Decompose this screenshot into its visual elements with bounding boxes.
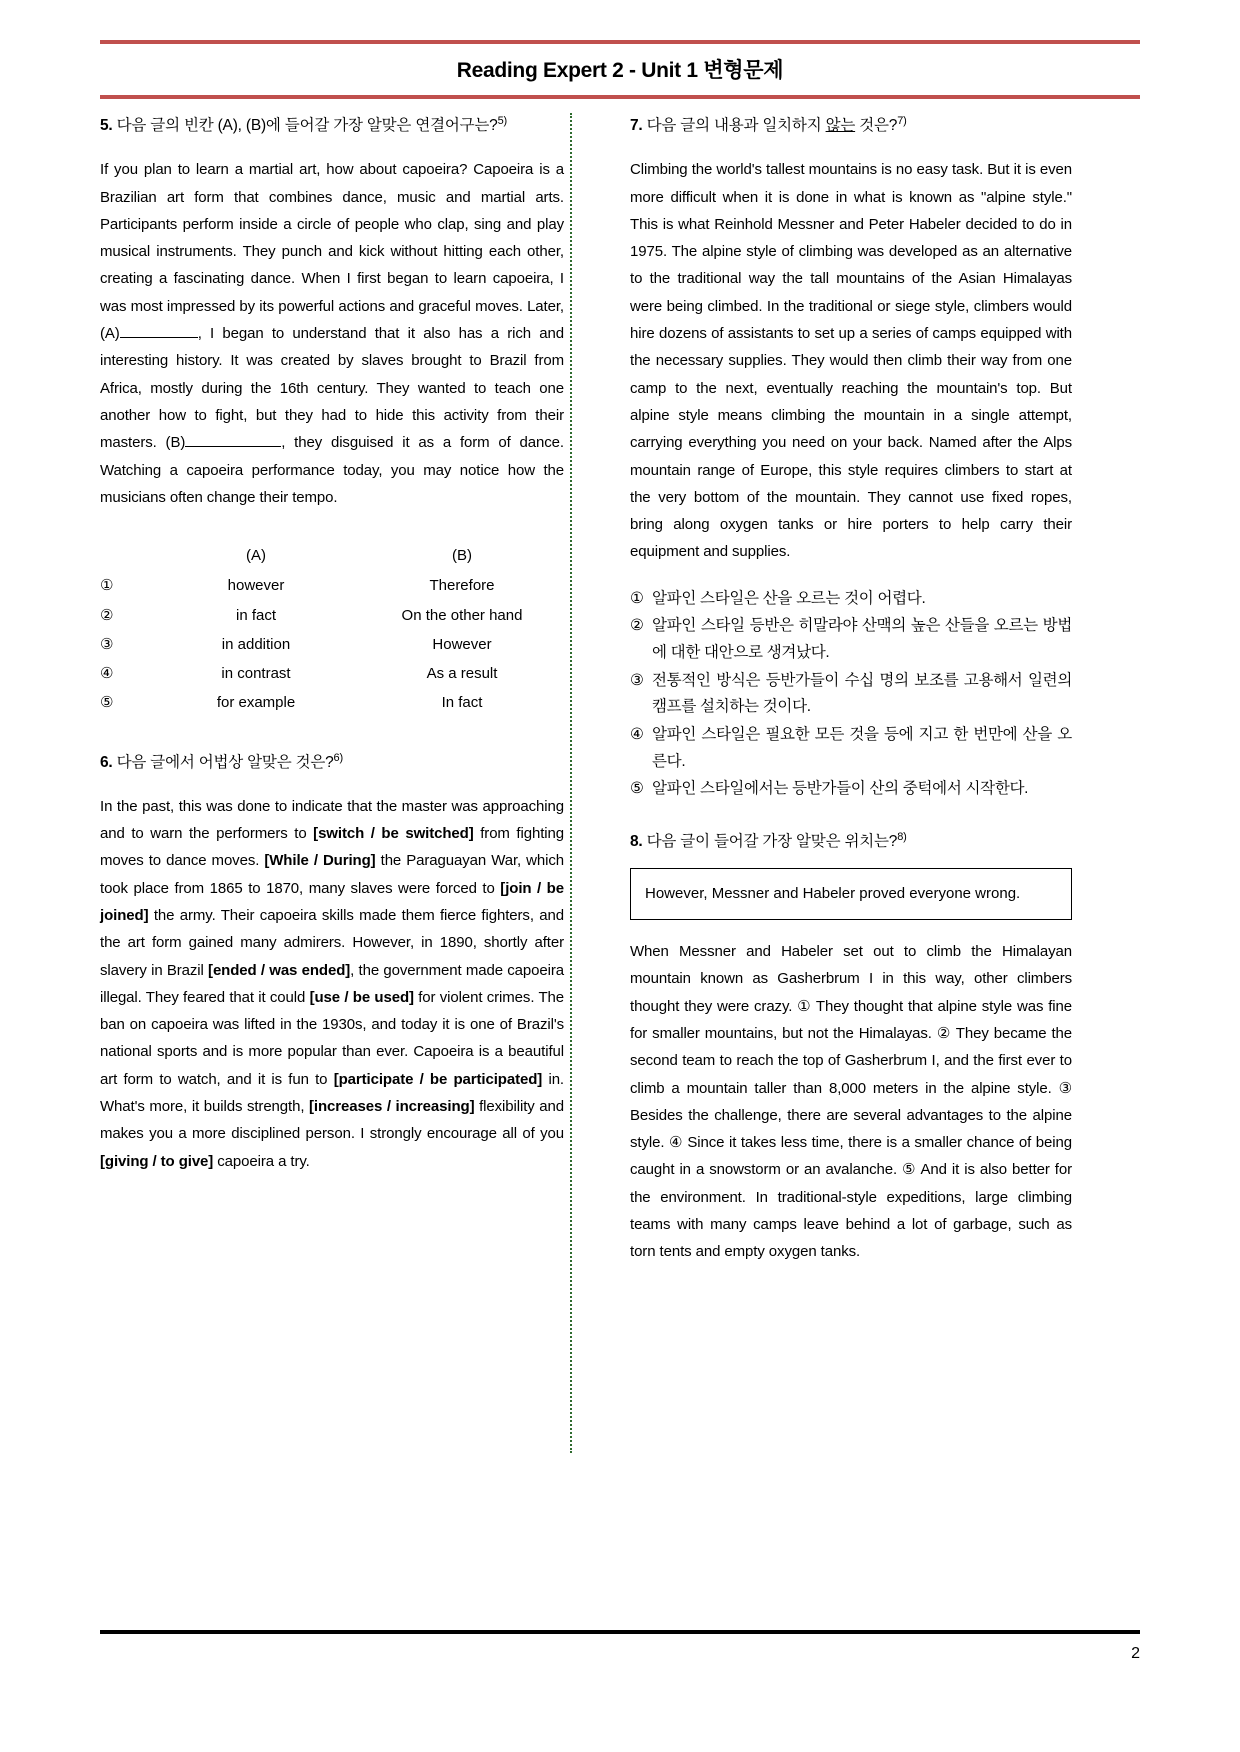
q6-bracket-7: [increases / increasing]	[309, 1098, 475, 1116]
option-mark: ④	[630, 726, 644, 744]
option-mark: ⑤	[630, 780, 644, 798]
question-7-prompt-before: 다음 글의 내용과 일치하지	[642, 117, 826, 135]
option-mark: ③	[630, 671, 644, 689]
q6-text-8: flexibility and makes you a more disciplined person. I strongly encourage all of you	[100, 1098, 564, 1143]
question-8-heading	[630, 829, 1072, 854]
question-8-number: 8.	[630, 833, 643, 850]
list-item[interactable]	[630, 668, 1072, 721]
question-6-prompt: 다음 글에서 어법상 알맞은 것은?	[112, 753, 334, 771]
list-item[interactable]	[630, 613, 1072, 666]
q6-bracket-1: [switch / be switched]	[313, 825, 474, 843]
choice-header-a: (A)	[246, 547, 266, 565]
table-row[interactable]	[100, 571, 564, 600]
choice-mark: ②	[100, 606, 114, 624]
table-row[interactable]	[100, 659, 564, 688]
choice-b-value: Therefore	[429, 577, 495, 595]
question-6-number: 6.	[100, 753, 113, 771]
question-6-footnote: 6)	[333, 751, 343, 764]
list-item[interactable]	[630, 722, 1072, 775]
choice-b-value: However	[432, 635, 492, 653]
q6-bracket-3: [join / be joined]	[100, 879, 564, 924]
sheet-body	[100, 40, 1140, 1453]
header-bottom-rule	[100, 95, 1140, 99]
q5-passage-part2: , I began to understand that it also has a rich and interesting history. It was created by slaves brought to Brazil from Africa, mostly during the 16th century. They wanted to teach one another how to fight, but they had to hide this activity from their masters. (B)	[100, 325, 564, 452]
option-text: 알파인 스타일은 산을 오르는 것이 어렵다.	[652, 589, 926, 607]
right-column	[602, 113, 1072, 1265]
choice-b-value: As a result	[426, 665, 498, 683]
q6-bracket-8: [giving / to give]	[100, 1152, 214, 1170]
choice-b-value: On the other hand	[401, 606, 523, 624]
q6-text-1: In the past, this was done to indicate that the master was approaching and to warn the performers to	[100, 797, 564, 843]
question-6-passage	[100, 793, 564, 1175]
list-item[interactable]	[630, 586, 1072, 613]
question-8-footnote: 8)	[897, 830, 907, 843]
q5-passage-part1: If you plan to learn a martial art, how about capoeira? Capoeira is a Brazilian art form that combines dance, music and martial arts. Participants perform inside a circle of people who clap, sing and play musical instruments. They punch and kick without hitting each other, creating a fascinating dance. When I first began to learn capoeira, I was most impressed by its powerful actions and graceful moves. Later, (A)	[100, 161, 564, 343]
question-5-prompt: 다음 글의 빈칸 (A), (B)에 들어갈 가장 알맞은 연결어구는?	[112, 117, 498, 135]
table-row[interactable]	[100, 601, 564, 630]
list-item[interactable]	[630, 776, 1072, 803]
question-5-choice-table	[100, 541, 564, 718]
option-text: 알파인 스타일은 필요한 모든 것을 등에 지고 한 번만에 산을 오른다.	[652, 726, 1072, 770]
q6-text-9: capoeira a try.	[213, 1152, 310, 1170]
choice-table-header-row	[100, 541, 564, 571]
choice-a-value: however	[227, 577, 285, 595]
two-column-layout	[100, 113, 1140, 1453]
table-row[interactable]	[100, 630, 564, 659]
q6-bracket-6: [participate / be participated]	[333, 1070, 543, 1088]
q6-text-7: in. What's more, it builds strength,	[100, 1070, 564, 1116]
question-7-heading	[630, 113, 1072, 138]
q6-bracket-2: [While / During]	[264, 852, 376, 870]
choice-b-value: In fact	[441, 694, 483, 712]
question-7-options	[630, 586, 1072, 803]
option-text: 알파인 스타일에서는 등반가들이 산의 중턱에서 시작한다.	[652, 780, 1029, 798]
page-title: Reading Expert 2 - Unit 1 변형문제	[456, 59, 784, 82]
choice-a-value: for example	[216, 694, 296, 712]
q6-text-6: for violent crimes. The ban on capoeira was lifted in the 1930s, and today it is one of Brazil's national sports and is more popular than ever. Capoeira is a beautiful art form to watch, and it is fun to	[100, 988, 564, 1088]
question-7-passage: Climbing the world's tallest mountains is no easy task. But it is even more difficult when it is done in what is known as "alpine style." This is what Reinhold Messner and Peter Habeler decided to do in 1975. The alpine style of climbing was developed as an alternative to the traditional way the tall mountains of the Asian Himalayas were being climbed. In the traditional or siege style, climbers would hire dozens of assistants to set up a series of camps equipped with the necessary supplies. They would then climb their way from one camp to the next, eventually reaching the mountain's top. But alpine style means climbing the mountain in a single attempt, carrying everything you need on your back. Named after the Alps mountain range of Europe, this style requires climbers to start at the very bottom of the mountain. They cannot use fixed ropes, bring along oxygen tanks or hire porters to help carry their equipment and supplies.	[630, 161, 1072, 561]
question-5-footnote: 5)	[497, 115, 507, 128]
choice-a-value: in fact	[235, 606, 277, 624]
footer-rule	[100, 1630, 1140, 1634]
question-7-footnote: 7)	[897, 115, 907, 128]
choice-mark: ④	[100, 665, 114, 683]
q5-passage-part3: , they disguised it as a form of dance. Watching a capoeira performance today, you may notice how the musicians often change their tempo.	[100, 434, 564, 506]
choice-mark: ①	[100, 577, 114, 595]
q6-bracket-5: [use / be used]	[309, 988, 414, 1006]
question-8-passage: When Messner and Habeler set out to climb the Himalayan mountain known as Gasherbrum I in this way, other climbers thought they were crazy. ① They thought that alpine style was fine for smaller mountains, but not the Himalayas. ② They became the second team to reach the top of Gasherbrum I, and the first ever to climb a mountain taller than 8,000 meters in the alpine style. ③ Besides the challenge, there are several advantages to the alpine style. ④ Since it takes less time, there is a smaller chance of being caught in a snowstorm or an avalanche. ⑤ And it is also better for the environment. In traditional-style expeditions, large climbing teams with many camps leave behind a lot of garbage, such as torn tents and empty oxygen tanks.	[630, 943, 1072, 1261]
question-5-passage	[100, 156, 564, 511]
question-8-insertion-box: However, Messner and Habeler proved everyone wrong.	[630, 868, 1072, 920]
table-row[interactable]	[100, 688, 564, 717]
blank-a	[120, 337, 198, 338]
question-5-heading	[100, 113, 564, 138]
q6-text-2: from fighting moves to dance moves.	[100, 825, 565, 870]
blank-b	[185, 446, 281, 447]
question-7-prompt-after: 것은?	[855, 117, 898, 135]
left-column	[100, 113, 570, 1175]
option-text: 알파인 스타일 등반은 히말라야 산맥의 높은 산들을 오르는 방법에 대한 대안으로 생겨났다.	[652, 617, 1072, 662]
choice-a-value: in addition	[221, 635, 291, 653]
page-number: 2	[1131, 1645, 1140, 1662]
q6-bracket-4: [ended / was ended]	[208, 961, 351, 979]
choice-header-blank	[100, 541, 152, 571]
column-divider	[570, 113, 572, 1453]
question-5-number: 5.	[100, 117, 113, 135]
q6-text-4: the army. Their capoeira skills made them fierce fighters, and the art form gained many admirers. However, in 1890, shortly after slavery in Brazil	[100, 906, 564, 979]
option-mark: ②	[630, 617, 644, 635]
option-mark: ①	[630, 589, 644, 607]
choice-mark: ⑤	[100, 694, 114, 712]
question-7-number: 7.	[630, 117, 643, 135]
q6-text-5: , the government made capoeira illegal. They feared that it could	[100, 961, 564, 1006]
question-6-heading	[100, 750, 564, 775]
choice-mark: ③	[100, 635, 114, 653]
choice-a-value: in contrast	[221, 665, 291, 683]
q6-text-3: the Paraguayan War, which took place from 1865 to 1870, many slaves were forced to	[100, 852, 564, 897]
question-8-prompt: 다음 글이 들어갈 가장 알맞은 위치는?	[642, 833, 898, 850]
choice-header-b: (B)	[452, 547, 472, 565]
option-text: 전통적인 방식은 등반가들이 수십 명의 보조를 고용해서 일련의 캠프를 설치하는 것이다.	[652, 671, 1072, 716]
question-7-negation: 않는	[825, 117, 856, 135]
